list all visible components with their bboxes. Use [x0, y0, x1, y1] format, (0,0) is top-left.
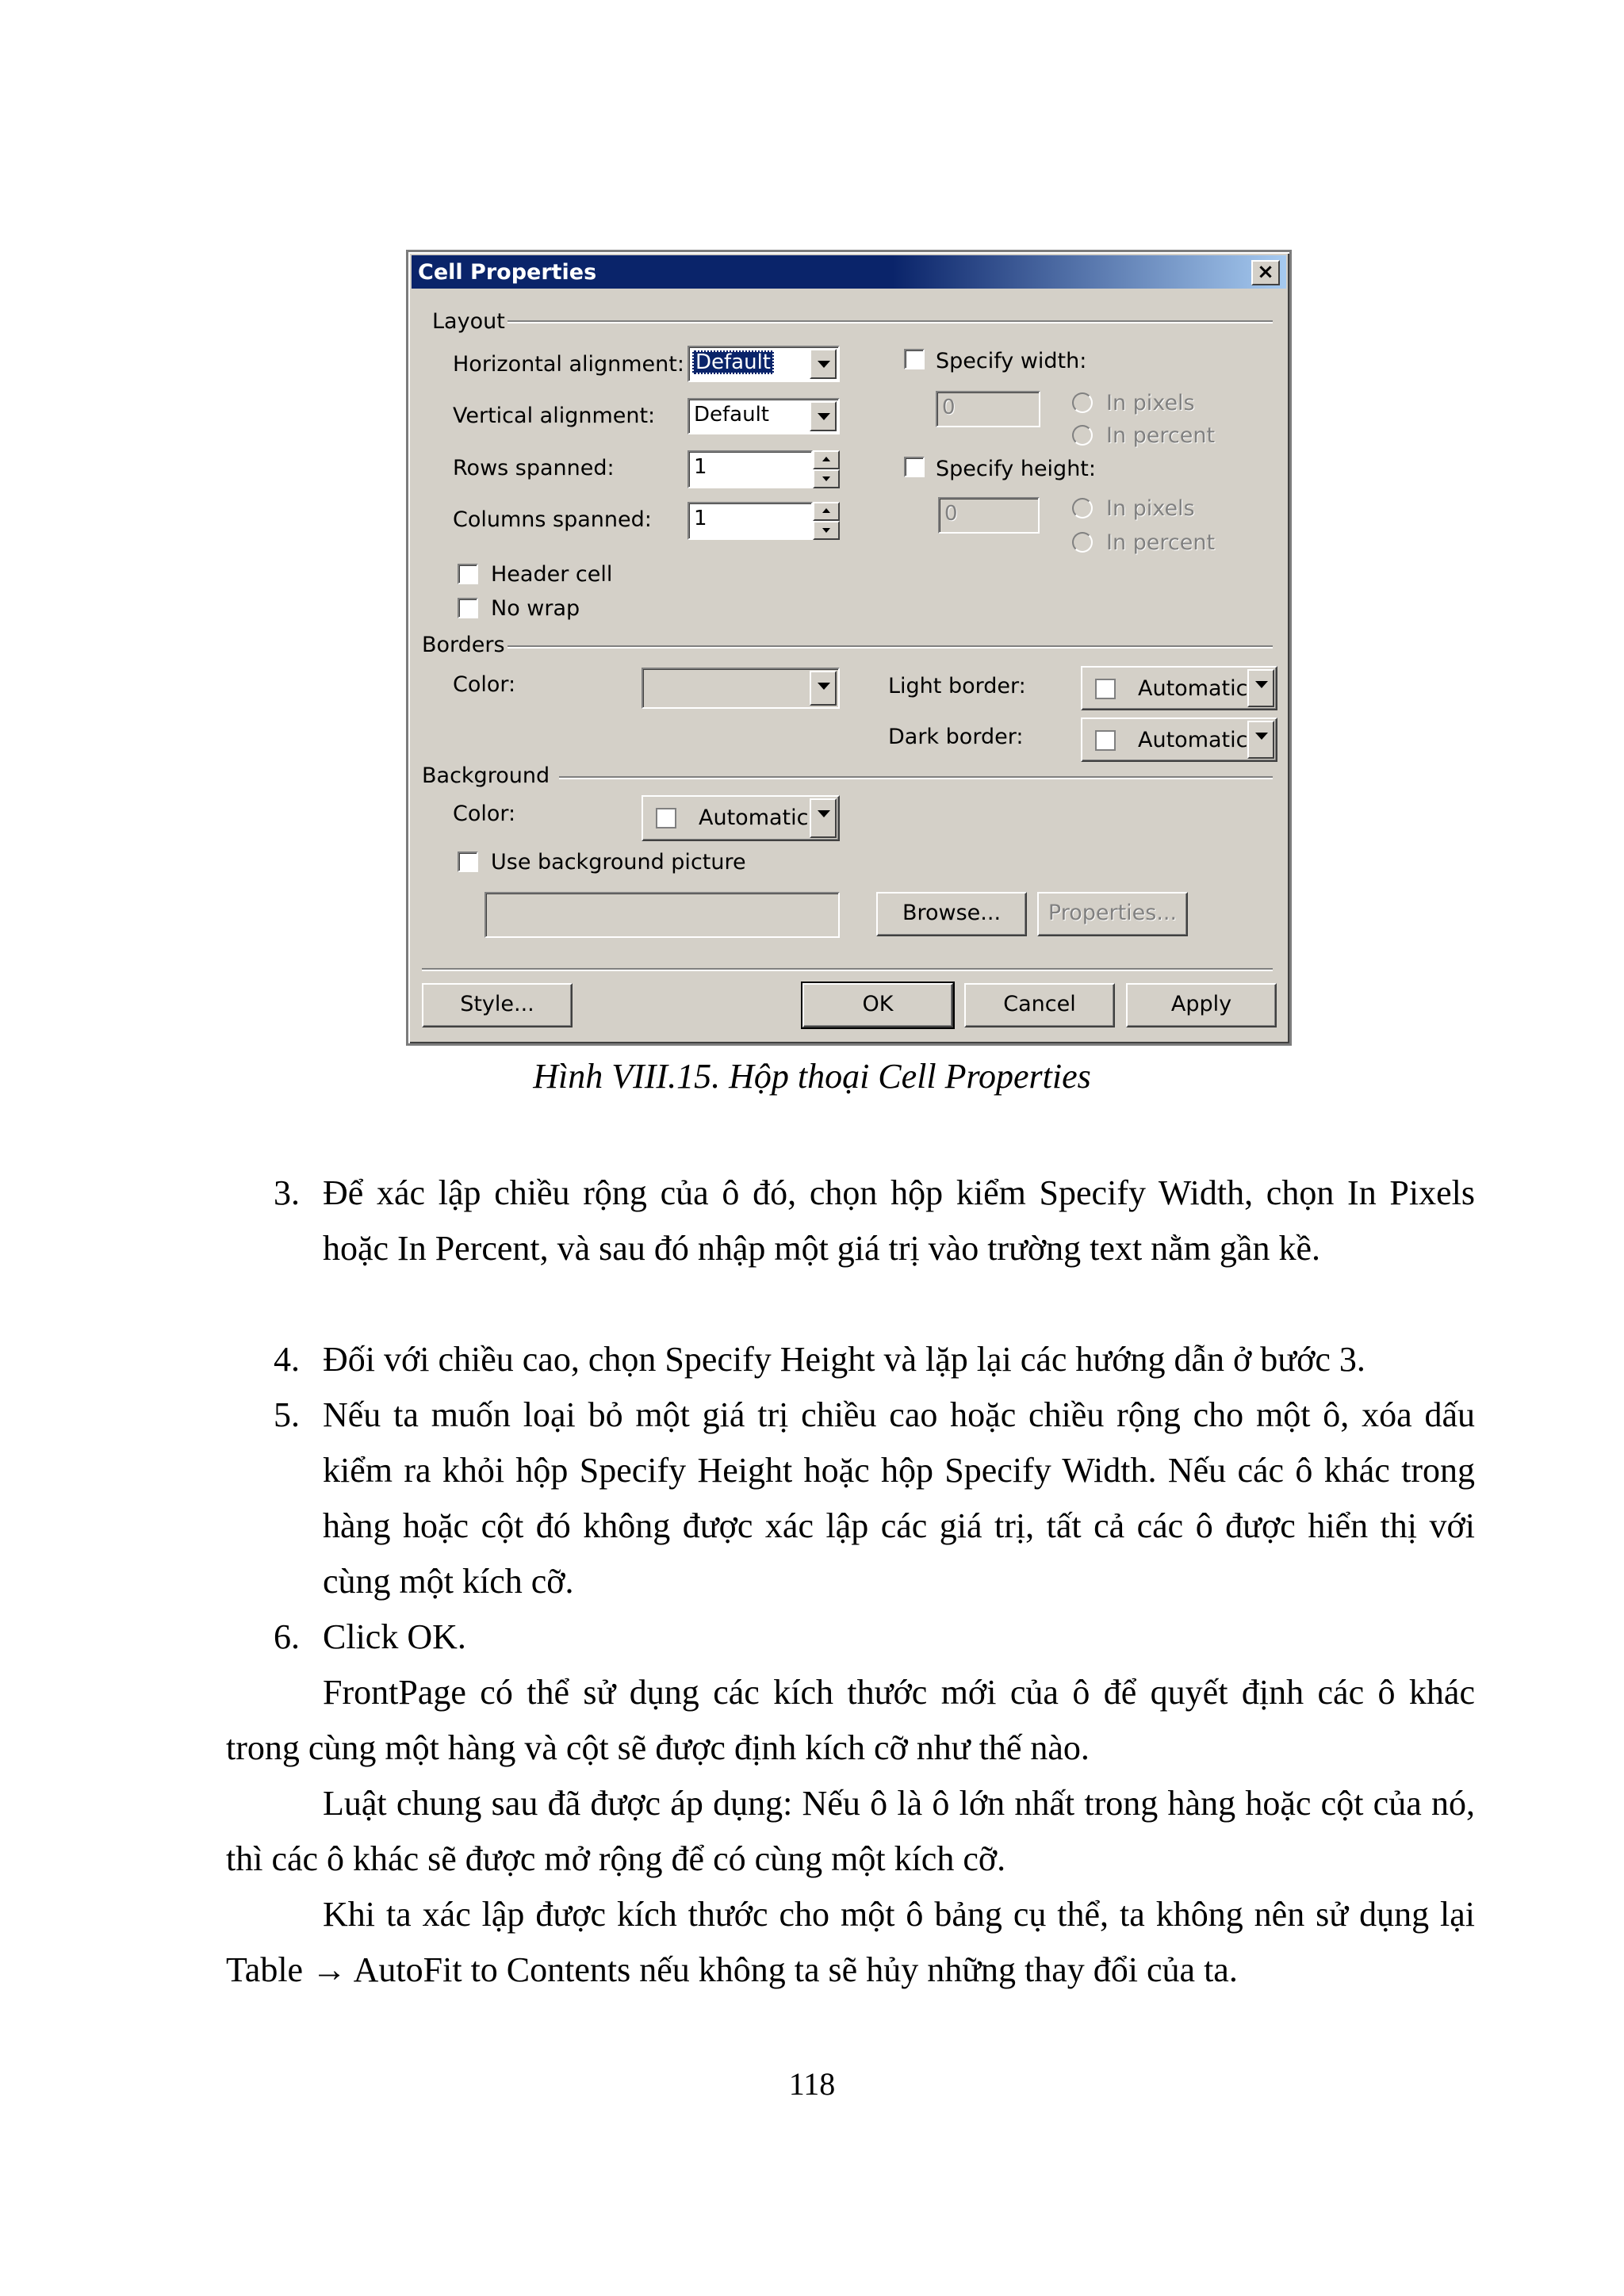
vertical-alignment-label: Vertical alignment: — [453, 404, 656, 428]
background-color-label: Color: — [453, 802, 516, 826]
list-text: Đối với chiều cao, chọn Specify Height và lặp lại các hướng dẫn ở bước 3. — [323, 1340, 1365, 1379]
style-button-label: Style... — [460, 992, 534, 1016]
properties-button[interactable] — [1037, 892, 1188, 936]
page-number: 118 — [788, 2066, 836, 2102]
style-button[interactable] — [422, 983, 573, 1027]
horizontal-alignment-dropdown[interactable] — [688, 346, 840, 382]
specify-width-label: Specify width: — [936, 349, 1087, 373]
dark-border-dropdown[interactable] — [1081, 718, 1277, 762]
rows-spanned-stepper[interactable] — [813, 450, 840, 488]
layout-group-divider — [508, 320, 1273, 323]
width-in-percent-label: In percent — [1106, 423, 1216, 448]
use-background-picture-label: Use background picture — [491, 850, 746, 874]
no-wrap-checkbox[interactable] — [458, 598, 478, 618]
background-group-divider — [559, 776, 1273, 779]
list-text: Nếu ta muốn loại bỏ một giá trị chiều cao hoặc chiều rộng cho một ô, xóa dấu kiểm ra khỏi hộp Specify Height hoặc hộp Specify Width. Nếu các ô khác trong hàng hoặc cột đó không được xác lập các giá trị, tất cả các ô được hiển thị với cùng một kích cỡ. — [323, 1395, 1475, 1601]
close-button[interactable] — [1251, 260, 1280, 285]
figure-caption: Hình VIII.15. Hộp thoại Cell Properties — [533, 1057, 1091, 1096]
browse-button[interactable] — [876, 892, 1027, 936]
height-input[interactable] — [938, 497, 1040, 534]
layout-group-label: Layout — [432, 309, 505, 334]
spin-up-icon[interactable] — [813, 450, 840, 469]
browse-button-label: Browse... — [902, 901, 1002, 925]
body-paragraph: Luật chung sau đã được áp dụng: Nếu ô là ô lớn nhất trong hàng hoặc cột của nó, thì các ô khác sẽ được mở rộng để có cùng một kích cỡ. — [226, 1784, 1475, 1878]
height-in-pixels-label: In pixels — [1106, 496, 1195, 521]
background-color-dropdown[interactable] — [642, 795, 840, 841]
cancel-button-label: Cancel — [1003, 992, 1076, 1016]
list-number: 4. — [274, 1340, 300, 1379]
list-text: Để xác lập chiều rộng của ô đó, chọn hộp kiểm Specify Width, chọn In Pixels hoặc In Percent, và sau đó nhập một giá trị vào trường text nằm gần kề. — [323, 1173, 1475, 1268]
body-paragraph: Khi ta xác lập được kích thước cho một ô bảng cụ thể, ta không nên sử dụng lại Table → AutoFit to Contents nếu không ta sẽ hủy những thay đổi của ta. — [226, 1895, 1475, 1989]
horizontal-alignment-label: Horizontal alignment: — [453, 352, 684, 377]
height-in-percent-label: In percent — [1106, 530, 1216, 555]
columns-spanned-input[interactable] — [688, 502, 813, 540]
body-paragraph: FrontPage có thể sử dụng các kích thước mới của ô để quyết định các ô khác trong cùng một hàng và cột sẽ được định kích cỡ như thế nào. — [226, 1673, 1475, 1767]
borders-color-dropdown[interactable] — [642, 668, 840, 709]
spin-down-icon[interactable] — [813, 469, 840, 488]
light-border-dropdown[interactable] — [1081, 666, 1277, 710]
dialog-title: Cell Properties — [418, 260, 597, 285]
width-in-pixels-label: In pixels — [1106, 391, 1195, 415]
chevron-down-icon[interactable] — [810, 349, 837, 379]
specify-width-checkbox[interactable] — [904, 349, 925, 369]
list-text: Click OK. — [323, 1617, 466, 1656]
borders-color-label: Color: — [453, 672, 516, 697]
spin-up-icon[interactable] — [813, 502, 840, 521]
specify-height-label: Specify height: — [936, 457, 1096, 481]
light-border-value: Automatic — [1138, 676, 1248, 701]
header-cell-label: Header cell — [491, 562, 613, 587]
height-in-pixels-radio[interactable] — [1072, 498, 1093, 519]
chevron-down-icon[interactable] — [1247, 669, 1274, 707]
title-bar[interactable] — [412, 255, 1286, 289]
apply-button[interactable] — [1126, 983, 1277, 1027]
background-picture-path-input[interactable] — [485, 892, 840, 938]
width-in-percent-radio[interactable] — [1072, 425, 1093, 446]
color-swatch-icon — [1095, 679, 1116, 699]
background-color-value: Automatic — [699, 806, 809, 830]
dark-border-value: Automatic — [1138, 728, 1248, 752]
cell-properties-dialog — [406, 250, 1292, 1046]
chevron-down-icon[interactable] — [810, 798, 837, 838]
ok-button[interactable] — [802, 983, 953, 1027]
close-icon: × — [1257, 260, 1274, 284]
borders-group-divider — [508, 645, 1273, 649]
columns-spanned-label: Columns spanned: — [453, 507, 652, 532]
rows-spanned-input[interactable] — [688, 450, 813, 488]
chevron-down-icon[interactable] — [1247, 721, 1274, 759]
cancel-button[interactable] — [964, 983, 1115, 1027]
background-group-label: Background — [422, 763, 550, 788]
list-number: 6. — [274, 1617, 300, 1656]
borders-group-label: Borders — [422, 633, 505, 657]
no-wrap-label: No wrap — [491, 596, 580, 621]
height-value: 0 — [944, 502, 958, 526]
width-in-pixels-radio[interactable] — [1072, 392, 1093, 413]
width-value: 0 — [942, 396, 956, 419]
ok-button-label: OK — [862, 992, 894, 1016]
chevron-down-icon[interactable] — [810, 401, 837, 431]
footer-divider — [422, 968, 1273, 971]
properties-button-label: Properties... — [1048, 901, 1178, 925]
chevron-down-icon[interactable] — [810, 671, 837, 706]
list-number: 5. — [274, 1395, 300, 1434]
horizontal-alignment-value: Default — [692, 350, 774, 374]
apply-button-label: Apply — [1170, 992, 1232, 1016]
spin-down-icon[interactable] — [813, 521, 840, 540]
height-in-percent-radio[interactable] — [1072, 532, 1093, 553]
dark-border-label: Dark border: — [888, 725, 1024, 749]
vertical-alignment-dropdown[interactable] — [688, 398, 840, 434]
width-input[interactable] — [936, 391, 1040, 427]
rows-spanned-value: 1 — [694, 455, 707, 479]
header-cell-checkbox[interactable] — [458, 564, 478, 584]
rows-spanned-label: Rows spanned: — [453, 456, 615, 480]
specify-height-checkbox[interactable] — [904, 457, 925, 477]
list-number: 3. — [274, 1173, 300, 1212]
columns-spanned-stepper[interactable] — [813, 502, 840, 540]
vertical-alignment-value: Default — [694, 403, 769, 427]
columns-spanned-value: 1 — [694, 507, 707, 530]
color-swatch-icon — [656, 808, 676, 828]
color-swatch-icon — [1095, 730, 1116, 751]
light-border-label: Light border: — [888, 674, 1026, 698]
use-background-picture-checkbox[interactable] — [458, 851, 478, 872]
